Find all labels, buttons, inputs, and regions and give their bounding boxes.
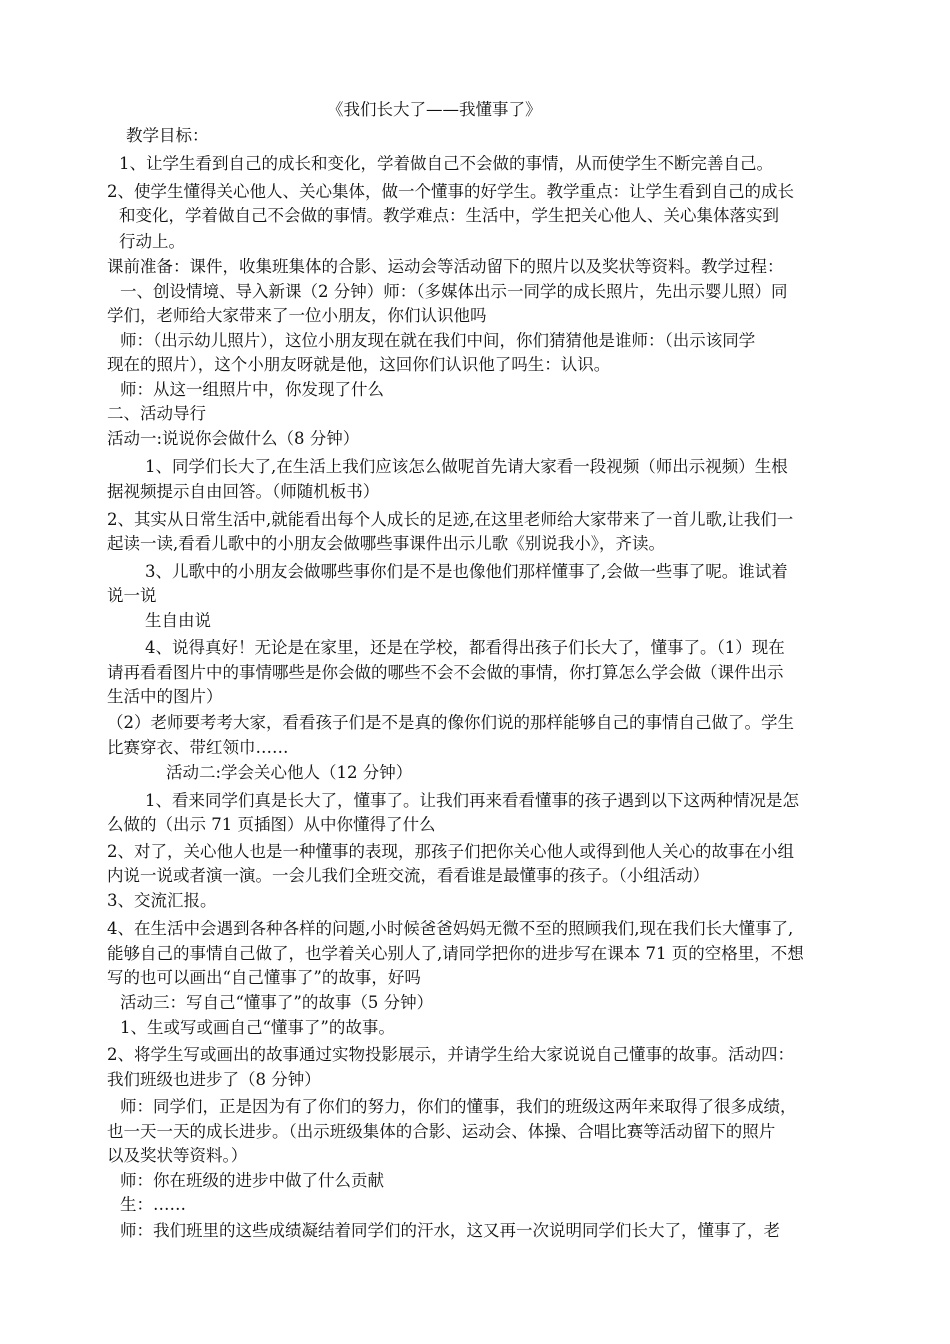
text-line: 师：我们班里的这些成绩凝结着同学们的汗水，这又再一次说明同学们长大了，懂事了，老 bbox=[120, 1221, 780, 1240]
text-line: 3、交流汇报。 bbox=[107, 891, 217, 910]
text-line: 一、创设情境、导入新课（2 分钟）师：（多媒体出示一同学的成长照片，先出示婴儿照）同 bbox=[120, 282, 788, 301]
text-line: 师：从这一组照片中，你发现了什么 bbox=[120, 380, 384, 399]
text-line: 生活中的图片） bbox=[107, 687, 223, 706]
text-line: 2、其实从日常生活中,就能看出每个人成长的足迹,在这里老师给大家带来了一首儿歌,让我们一 bbox=[107, 510, 794, 529]
text-line: （2）老师要考考大家，看看孩子们是不是真的像你们说的那样能够自己的事情自己做了。学生 bbox=[107, 713, 794, 732]
text-line: 写的也可以画出“自己懂事了”的故事，好吗 bbox=[107, 968, 421, 987]
text-line: 内说一说或者演一演。一会儿我们全班交流，看看谁是最懂事的孩子。（小组活动） bbox=[107, 866, 710, 885]
text-line: 活动二:学会关心他人（12 分钟） bbox=[166, 763, 413, 782]
text-line: 活动三：写自己“懂事了”的故事（5 分钟） bbox=[120, 993, 434, 1012]
text-line: 起读一读,看看儿歌中的小朋友会做哪些事课件出示儿歌《别说我小》，齐读。 bbox=[107, 534, 665, 553]
section-heading: 二、活动导行 bbox=[107, 404, 206, 423]
text-line: 1、看来同学们真是长大了，懂事了。让我们再来看看懂事的孩子遇到以下这两种情况是怎 bbox=[145, 791, 799, 810]
text-line: 4、在生活中会遇到各种各样的问题,小时候爸爸妈妈无微不至的照顾我们,现在我们长大懂事了, bbox=[107, 919, 794, 938]
text-line: 2、将学生写或画出的故事通过实物投影展示，并请学生给大家说说自己懂事的故事。活动四： bbox=[107, 1045, 794, 1064]
text-line: 请再看看图片中的事情哪些是你会做的哪些不会不会做的事情，你打算怎么学会做（课件出示 bbox=[107, 663, 784, 682]
text-line: 据视频提示自由回答。（师随机板书） bbox=[107, 482, 380, 501]
text-line: 活动一:说说你会做什么（8 分钟） bbox=[107, 429, 360, 448]
text-line: 以及奖状等资料。） bbox=[107, 1146, 248, 1165]
text-line: 我们班级也进步了（8 分钟） bbox=[107, 1070, 321, 1089]
text-line: 学们，老师给大家带来了一位小朋友，你们认识他吗 bbox=[107, 306, 487, 325]
text-line: 也一天一天的成长进步。（出示班级集体的合影、运动会、体操、合唱比赛等活动留下的照片 bbox=[107, 1122, 776, 1141]
text-line: 4、说得真好！无论是在家里，还是在学校，都看得出孩子们长大了，懂事了。（1）现在 bbox=[145, 638, 785, 657]
text-line: 师：同学们，正是因为有了你们的努力，你们的懂事，我们的班级这两年来取得了很多成绩， bbox=[120, 1097, 797, 1116]
text-line: 比赛穿衣、带红领巾…… bbox=[107, 738, 289, 757]
text-line: 课前准备：课件，收集班集体的合影、运动会等活动留下的照片以及奖状等资料。教学过程： bbox=[107, 257, 784, 276]
text-line: 师：你在班级的进步中做了什么贡献 bbox=[120, 1171, 384, 1190]
text-line: 3、儿歌中的小朋友会做哪些事你们是不是也像他们那样懂事了,会做一些事了呢。谁试着 bbox=[145, 562, 788, 581]
text-line: 1、生或写或画自己“懂事了”的故事。 bbox=[120, 1018, 395, 1037]
text-line: 能够自己的事情自己做了，也学着关心别人了,请同学把你的进步写在课本 71 页的空格里，不想 bbox=[107, 944, 804, 963]
text-line: 行动上。 bbox=[119, 232, 185, 251]
text-line: 生自由说 bbox=[145, 611, 211, 630]
text-line: 2、对了，关心他人也是一种懂事的表现，那孩子们把你关心他人或得到他人关心的故事在小组 bbox=[107, 842, 794, 861]
text-line: 教学目标： bbox=[126, 126, 209, 145]
text-line: 么做的（出示 71 页插图）从中你懂得了什么 bbox=[107, 815, 436, 834]
text-line: 1、同学们长大了,在生活上我们应该怎么做呢首先请大家看一段视频（师出示视频）生根 bbox=[145, 457, 788, 476]
text-line: 现在的照片），这个小朋友呀就是他，这回你们认识他了吗生：认识。 bbox=[107, 355, 611, 374]
text-line: 说一说 bbox=[107, 586, 157, 605]
text-line: 1、让学生看到自己的成长和变化，学着做自己不会做的事情，从而使学生不断完善自己。 bbox=[119, 154, 773, 173]
text-line: 生：…… bbox=[120, 1195, 186, 1214]
text-line: 师：（出示幼儿照片），这位小朋友现在就在我们中间，你们猜猜他是谁师：（出示该同学 bbox=[120, 331, 756, 350]
document-title: 《我们长大了——我懂事了》 bbox=[327, 100, 542, 119]
text-line: 和变化，学着做自己不会做的事情。教学难点：生活中，学生把关心他人、关心集体落实到 bbox=[119, 206, 779, 225]
text-line: 2、使学生懂得关心他人、关心集体，做一个懂事的好学生。教学重点：让学生看到自己的成长 bbox=[107, 182, 794, 201]
